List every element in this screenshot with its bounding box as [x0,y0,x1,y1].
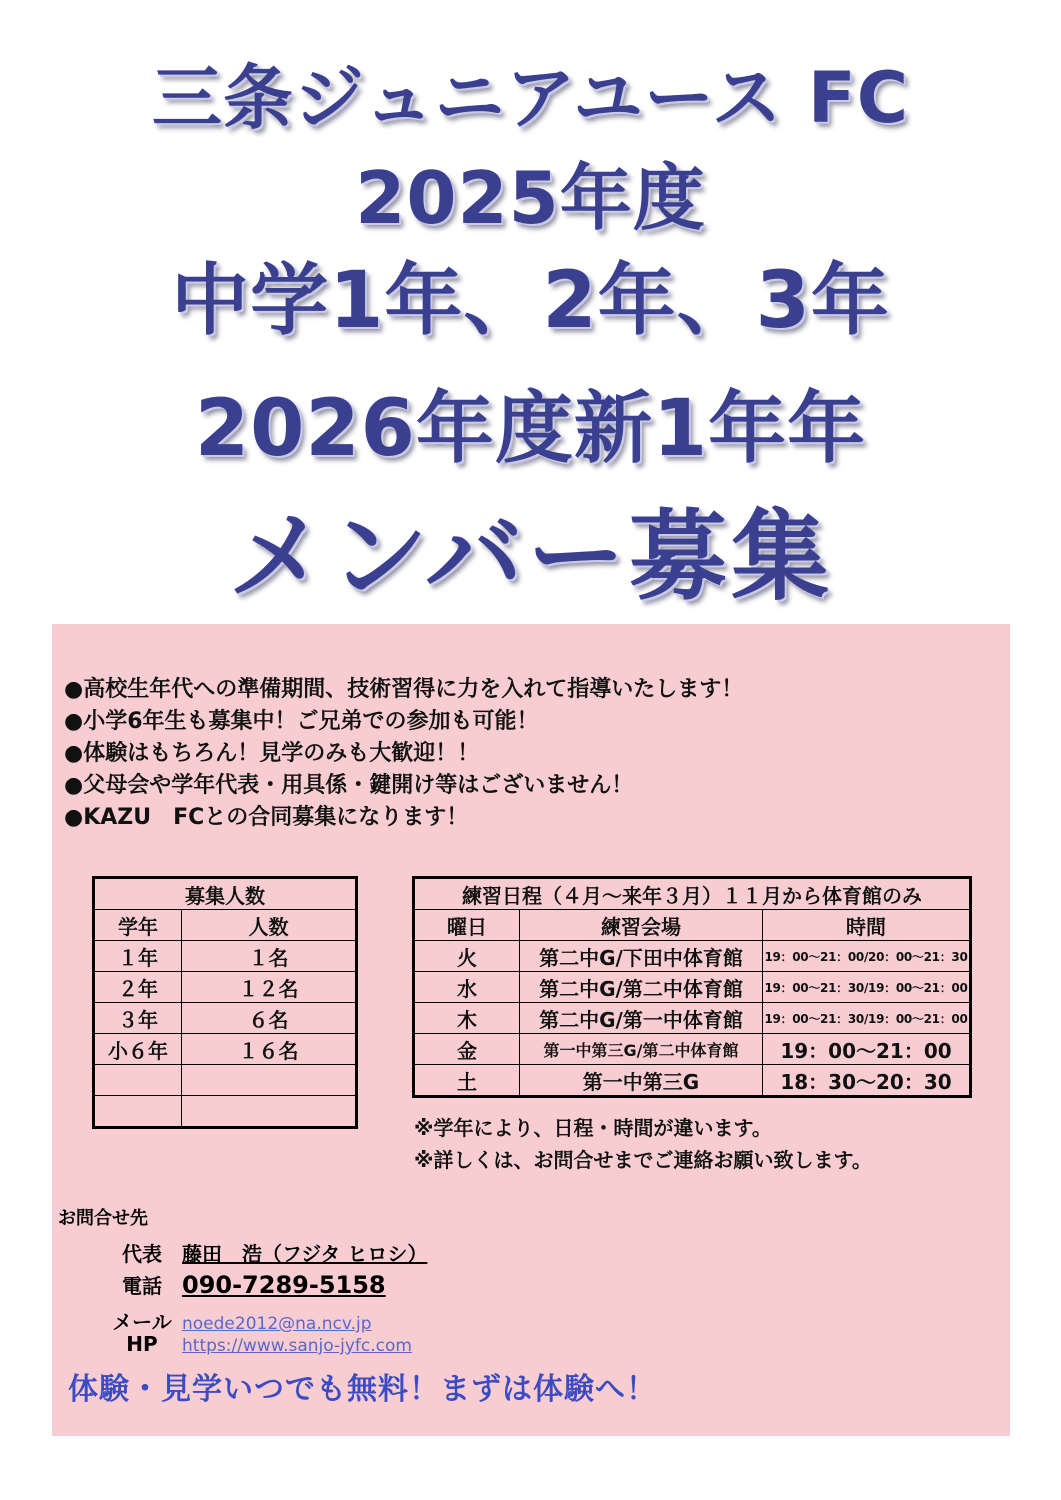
note-item: ※学年により、日程・時間が違います。 [414,1116,772,1140]
grade-cell: ２年 [94,972,182,1003]
grade-cell [94,1096,182,1128]
count-cell: １６名 [182,1034,357,1065]
venue-cell: 第二中G/第一中体育館 [520,1003,763,1034]
column-header-count: 人数 [182,910,357,941]
count-cell: ６名 [182,1003,357,1034]
grade-cell: ３年 [94,1003,182,1034]
table-row [414,941,971,972]
info-panel [52,624,1010,1436]
day-cell: 水 [414,972,520,1003]
feature-item: ●小学6年生も募集中！ご兄弟での参加も可能！ [64,709,539,734]
day-cell: 土 [414,1065,520,1097]
mail-link[interactable]: noede2012@na.ncv.jp [182,1314,372,1334]
count-cell: １２名 [182,972,357,1003]
schedule-notes [414,1112,872,1176]
day-cell: 金 [414,1034,520,1065]
day-cell: 火 [414,941,520,972]
feature-item: ●父母会や学年代表・用具係・鍵開け等はございません！ [64,773,634,798]
table-row [94,1065,357,1096]
time-cell: 18：30～20：30 [763,1065,971,1097]
contact-title: お問合せ先 [58,1208,148,1229]
grades-heading: 中学1年、2年、3年 [171,256,890,346]
new-first-year-heading: 2026年度新1年年 [194,384,867,474]
venue-cell: 第一中第三G [520,1065,763,1097]
contact-homepage [102,1332,412,1356]
table-row [94,1003,357,1034]
feature-item: ●高校生年代への準備期間、技術習得に力を入れて指導いたします！ [64,677,744,702]
representative-name: 藤田 浩（フジタ ヒロシ） [182,1242,428,1266]
day-cell: 木 [414,1003,520,1034]
club-name-heading: 三条ジュニアユース FC [151,57,910,139]
feature-item: ●KAZU FCとの合同募集になります！ [64,805,469,830]
count-cell: １名 [182,941,357,972]
table-row [94,941,357,972]
count-cell [182,1065,357,1096]
recruitment-count-table [92,876,358,1129]
practice-schedule-table [412,876,972,1098]
table-row [94,1096,357,1128]
mail-label: メール [112,1310,172,1334]
table-row [94,1034,357,1065]
grade-cell: 小６年 [94,1034,182,1065]
free-trial-banner: 体験・見学いつでも無料！まずは体験へ！ [68,1372,657,1407]
homepage-label: HP [126,1332,158,1356]
member-recruitment-heading: メンバー募集 [227,500,834,614]
count-cell [182,1096,357,1128]
venue-cell: 第一中第三G/第二中体育館 [520,1034,763,1065]
representative-label: 代表 [122,1242,162,1266]
recruitment-table-title: 募集人数 [94,878,357,910]
table-row [94,972,357,1003]
feature-list [64,674,743,834]
table-row [414,1065,971,1097]
table-row [414,1034,971,1065]
column-header-grade: 学年 [94,910,182,941]
time-cell: 19：00～21：30/19：00～21：00 [763,1003,971,1034]
venue-cell: 第二中G/下田中体育館 [520,941,763,972]
schedule-table-title: 練習日程（４月～来年３月）１１月から体育館のみ [414,878,971,910]
column-header-time: 時間 [763,910,971,941]
time-cell: 19：00～21：00/20：00～21：30 [763,941,971,972]
venue-cell: 第二中G/第二中体育館 [520,972,763,1003]
time-cell: 19：00～21：30/19：00～21：00 [763,972,971,1003]
grade-cell: １年 [94,941,182,972]
season-heading: 2025年度 [355,156,706,240]
grade-cell [94,1065,182,1096]
contact-mail [102,1306,372,1335]
homepage-link[interactable]: https://www.sanjo-jyfc.com [182,1336,412,1356]
contact-phone [102,1270,386,1299]
table-row [414,972,971,1003]
phone-label: 電話 [122,1274,162,1298]
contact-representative [102,1238,427,1267]
table-row [414,1003,971,1034]
note-item: ※詳しくは、お問合せまでご連絡お願い致します。 [414,1148,872,1172]
column-header-venue: 練習会場 [520,910,763,941]
column-header-day: 曜日 [414,910,520,941]
feature-item: ●体験はもちろん！見学のみも大歓迎！！ [64,741,480,766]
phone-number[interactable]: 090-7289-5158 [182,1271,386,1299]
time-cell: 19：00～21：00 [763,1034,971,1065]
